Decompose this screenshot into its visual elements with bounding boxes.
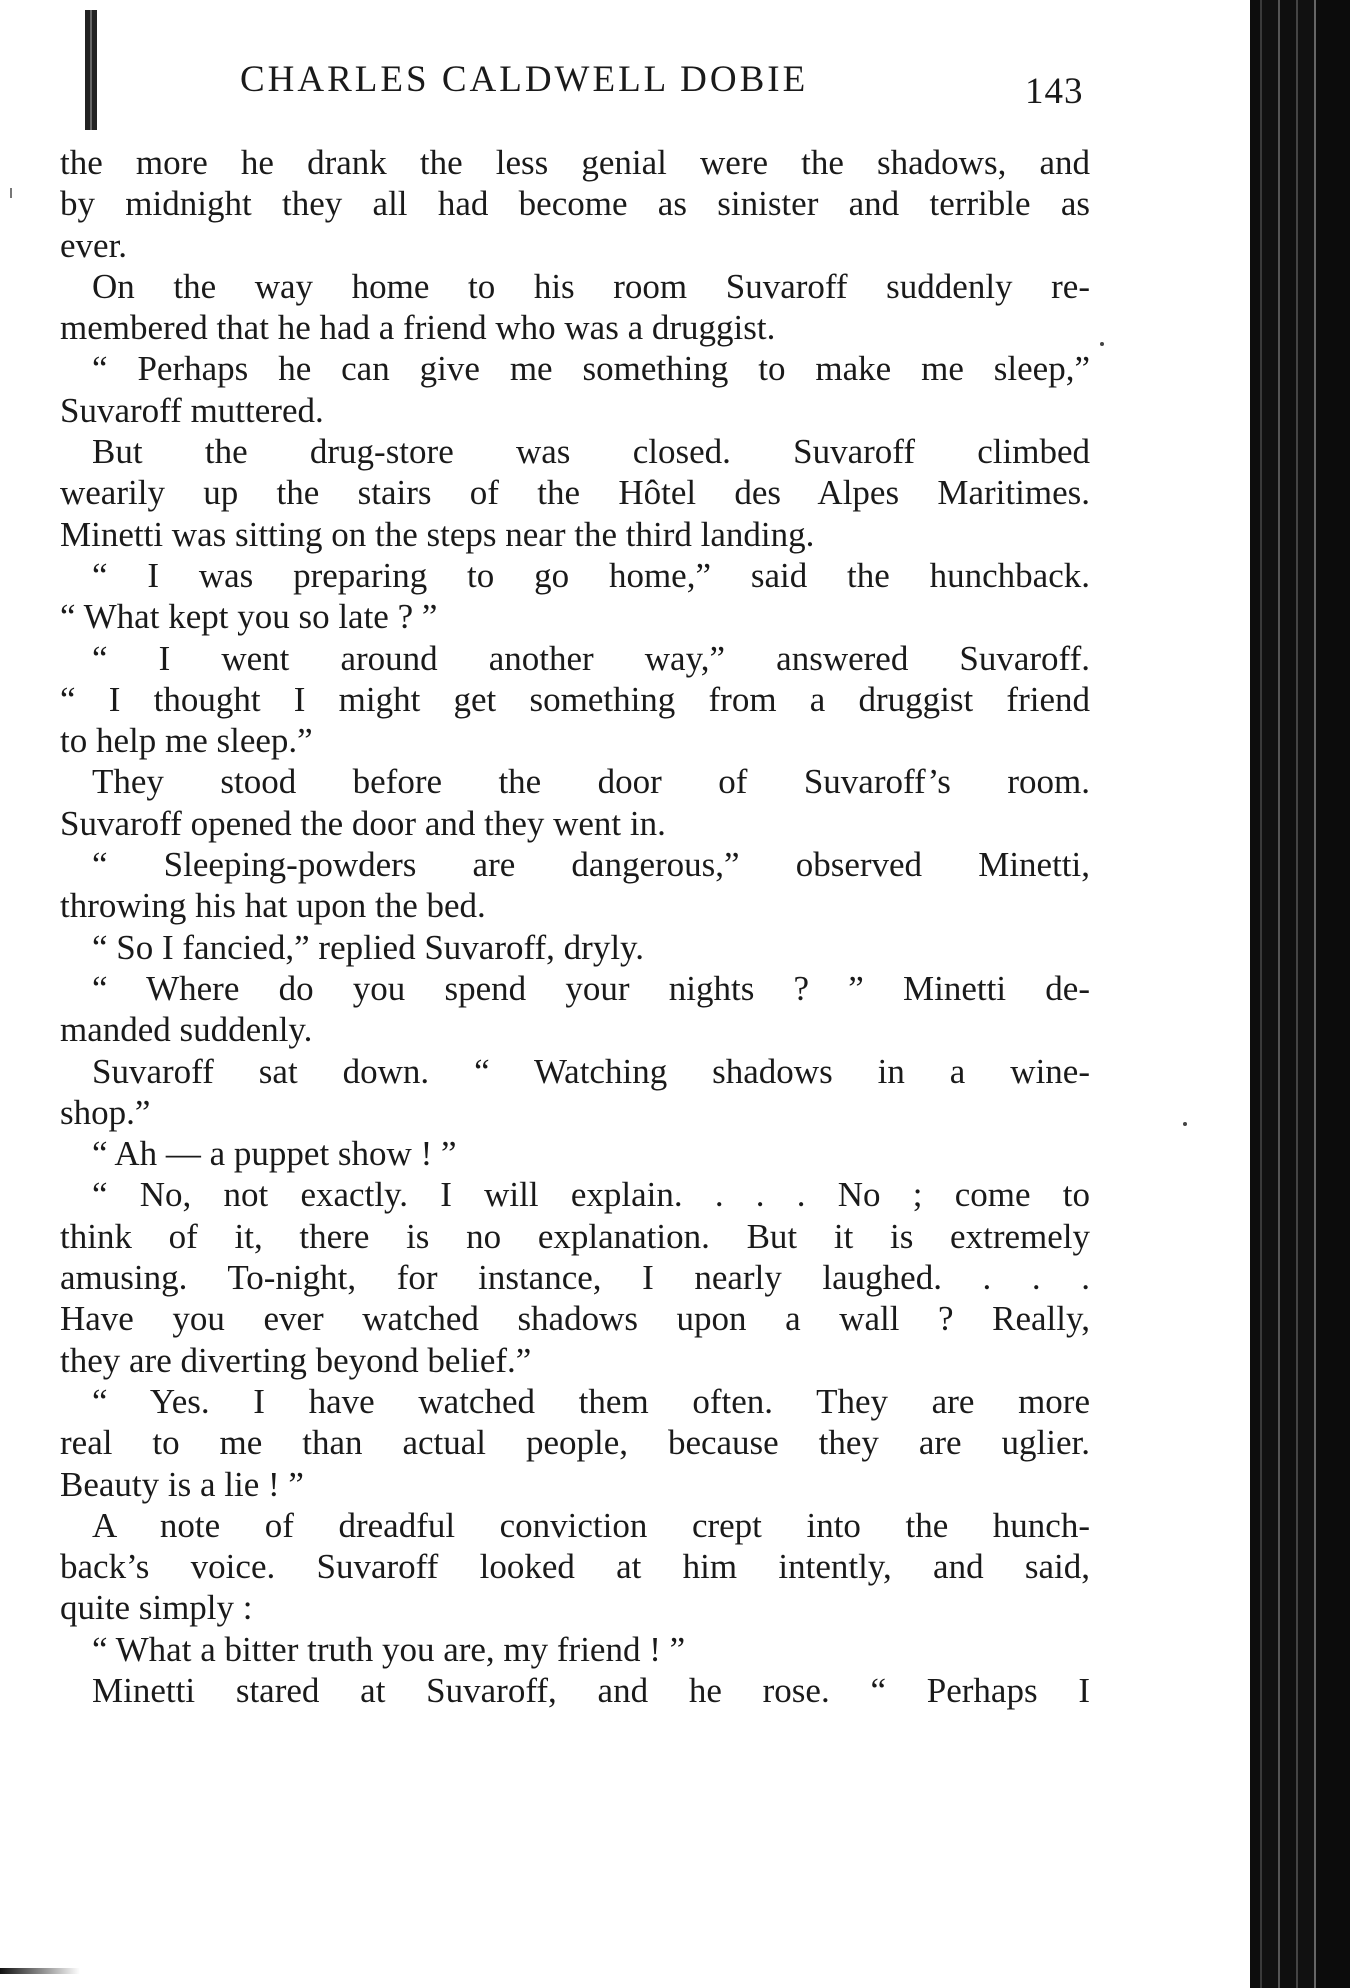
text-line: “ Perhaps he can give me something to make me sleep,” [92, 349, 1090, 389]
text-line: Suvaroff opened the door and they went in. [60, 803, 666, 843]
text-line: “ So I fancied,” replied Suvaroff, dryly. [92, 927, 645, 967]
text-line: “ I thought I might get something from a druggist friend [60, 679, 1090, 719]
text-line: “ Where do you spend your nights ? ” Minetti de- [92, 968, 1090, 1008]
scan-smudge [0, 1968, 80, 1974]
text-line: think of it, there is no explanation. But it is extremely [60, 1216, 1090, 1256]
text-line: “ No, not exactly. I will explain. . . . No ; come to [92, 1175, 1090, 1215]
text-line: Suvaroff sat down. “ Watching shadows in a wine- [92, 1051, 1090, 1091]
scan-gutter-mark [85, 10, 97, 130]
text-line: Suvaroff muttered. [60, 390, 324, 430]
scan-speck [1183, 1122, 1187, 1126]
text-line: Minetti stared at Suvaroff, and he rose. “ Perhaps I [92, 1670, 1090, 1710]
text-line: wearily up the stairs of the Hôtel des Alpes Maritimes. [60, 473, 1090, 513]
text-line: On the way home to his room Suvaroff suddenly re- [92, 266, 1090, 306]
body-text [60, 142, 1090, 1711]
text-line: They stood before the door of Suvaroff’s room. [92, 762, 1090, 802]
text-line: “ I went around another way,” answered Suvaroff. [92, 638, 1090, 678]
text-line: quite simply : [60, 1588, 253, 1628]
text-line: manded suddenly. [60, 1010, 313, 1050]
text-line: “ What a bitter truth you are, my friend ! ” [92, 1629, 686, 1669]
text-line: A note of dreadful conviction crept into the hunch- [92, 1505, 1090, 1545]
text-line: the more he drank the less genial were the shadows, and [60, 143, 1090, 182]
page-number: 143 [1025, 71, 1084, 112]
text-line: “ What kept you so late ? ” [60, 597, 438, 637]
text-line: ever. [60, 225, 128, 265]
text-line: back’s voice. Suvaroff looked at him intently, and said, [60, 1547, 1090, 1587]
text-line: amusing. To-night, for instance, I nearly laughed. . . . [60, 1258, 1090, 1298]
text-line: “ Sleeping-powders are dangerous,” observed Minetti, [92, 845, 1090, 885]
text-line: they are diverting beyond belief.” [60, 1340, 532, 1380]
text-line: “ Yes. I have watched them often. They are more [92, 1381, 1090, 1421]
running-head: CHARLES CALDWELL DOBIE [240, 59, 809, 100]
text-line: “ Ah — a puppet show ! ” [92, 1134, 457, 1174]
text-line: Beauty is a lie ! ” [60, 1464, 304, 1504]
text-line: Have you ever watched shadows upon a wall ? Really, [60, 1299, 1090, 1339]
text-line: real to me than actual people, because they are uglier. [60, 1423, 1090, 1463]
text-line: Minetti was sitting on the steps near the third landing. [60, 514, 815, 554]
text-line: “ I was preparing to go home,” said the hunchback. [92, 555, 1090, 595]
text-line: throwing his hat upon the bed. [60, 886, 486, 926]
text-line: But the drug-store was closed. Suvaroff climbed [92, 432, 1090, 472]
text-line: membered that he had a friend who was a druggist. [60, 308, 776, 348]
text-line: shop.” [60, 1092, 151, 1132]
text-line: to help me sleep.” [60, 721, 313, 761]
scan-speck [1100, 342, 1104, 346]
scan-speck [10, 188, 12, 198]
text-line: by midnight they all had become as sinister and terrible as [60, 184, 1090, 224]
book-binding-edge [1250, 0, 1350, 1988]
